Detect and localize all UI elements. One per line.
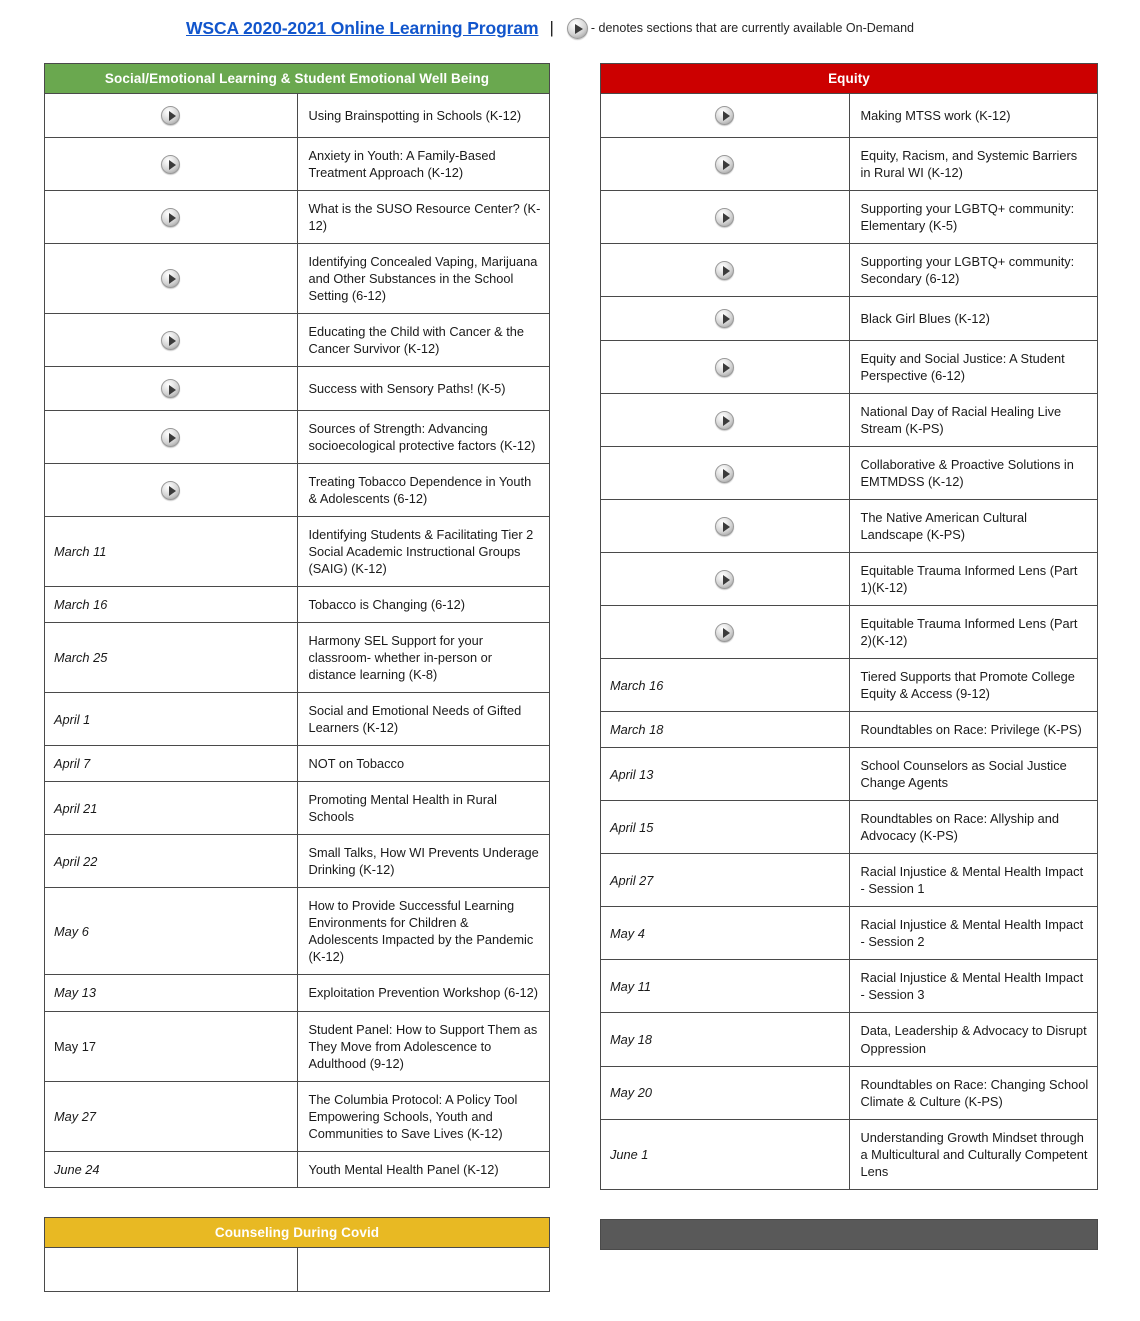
topic-cell: Understanding Growth Mindset through a Multicultural and Culturally Competent Lens <box>849 1119 1098 1189</box>
table-row[interactable] <box>601 854 1098 907</box>
topic-cell: Identifying Students & Facilitating Tier 2 Social Academic Instructional Groups (SAIG) (K-12) <box>297 517 550 587</box>
play-icon[interactable] <box>161 208 180 227</box>
play-icon[interactable] <box>161 379 180 398</box>
table-row[interactable] <box>45 94 550 138</box>
play-icon[interactable] <box>715 623 734 642</box>
schedule-table-sel <box>44 63 550 1188</box>
date-cell: June 1 <box>601 1119 850 1189</box>
table-row[interactable] <box>601 94 1098 138</box>
on-demand-cell[interactable] <box>45 464 298 517</box>
play-icon[interactable] <box>161 106 180 125</box>
on-demand-cell[interactable] <box>601 94 850 138</box>
date-cell: May 6 <box>45 888 298 975</box>
on-demand-cell[interactable] <box>45 244 298 314</box>
date-cell: June 24 <box>45 1151 298 1187</box>
table-row[interactable] <box>45 411 550 464</box>
section-title-sel: Social/Emotional Learning & Student Emotional Well Being <box>45 64 550 94</box>
topic-cell: Using Brainspotting in Schools (K-12) <box>297 94 550 138</box>
section-equity <box>600 63 1098 1190</box>
section-title-gray <box>601 1219 1098 1249</box>
topic-cell: Exploitation Prevention Workshop (6-12) <box>297 975 550 1011</box>
table-row[interactable] <box>601 394 1098 447</box>
topic-cell: Racial Injustice & Mental Health Impact - Session 3 <box>849 960 1098 1013</box>
topic-cell: Harmony SEL Support for your classroom- whether in-person or distance learning (K-8) <box>297 623 550 693</box>
date-cell: April 27 <box>601 854 850 907</box>
on-demand-cell[interactable] <box>45 411 298 464</box>
table-row[interactable] <box>601 907 1098 960</box>
topic-cell: Collaborative & Proactive Solutions in EMTMDSS (K-12) <box>849 447 1098 500</box>
table-row[interactable] <box>601 1013 1098 1066</box>
section-title-counseling-covid: Counseling During Covid <box>45 1217 550 1247</box>
table-row[interactable] <box>45 888 550 975</box>
topic-cell: NOT on Tobacco <box>297 746 550 782</box>
play-icon[interactable] <box>715 358 734 377</box>
topic-cell: Equity, Racism, and Systemic Barriers in Rural WI (K-12) <box>849 138 1098 191</box>
table-row[interactable] <box>601 191 1098 244</box>
date-cell: April 7 <box>45 746 298 782</box>
table-row[interactable] <box>45 464 550 517</box>
schedule-body-sel <box>45 94 550 1188</box>
topic-cell: Equitable Trauma Informed Lens (Part 1)(K-12) <box>849 553 1098 606</box>
date-cell: May 27 <box>45 1081 298 1151</box>
section-sel <box>44 63 550 1188</box>
topic-cell: School Counselors as Social Justice Change Agents <box>849 748 1098 801</box>
schedule-body-equity <box>601 94 1098 1190</box>
topic-cell: Educating the Child with Cancer & the Cancer Survivor (K-12) <box>297 314 550 367</box>
table-row[interactable] <box>45 138 550 191</box>
section-gray <box>600 1219 1098 1250</box>
topic-cell: Anxiety in Youth: A Family-Based Treatment Approach (K-12) <box>297 138 550 191</box>
table-header-row <box>45 64 550 94</box>
date-cell: April 1 <box>45 693 298 746</box>
date-cell: March 16 <box>45 587 298 623</box>
table-header-row <box>601 64 1098 94</box>
table-row[interactable] <box>601 447 1098 500</box>
left-column <box>44 63 550 1321</box>
table-row[interactable] <box>601 138 1098 191</box>
play-icon[interactable] <box>715 464 734 483</box>
play-icon[interactable] <box>161 481 180 500</box>
topic-cell: Making MTSS work (K-12) <box>849 94 1098 138</box>
right-column <box>600 63 1098 1279</box>
play-icon[interactable] <box>715 309 734 328</box>
topic-cell: Sources of Strength: Advancing socioecological protective factors (K-12) <box>297 411 550 464</box>
on-demand-cell[interactable] <box>601 500 850 553</box>
section-title-equity: Equity <box>601 64 1098 94</box>
play-icon <box>567 18 588 39</box>
table-row[interactable] <box>601 500 1098 553</box>
table-row[interactable] <box>601 553 1098 606</box>
date-cell: April 22 <box>45 835 298 888</box>
topic-cell: What is the SUSO Resource Center? (K-12) <box>297 191 550 244</box>
topic-cell: Roundtables on Race: Changing School Climate & Culture (K-PS) <box>849 1066 1098 1119</box>
topic-cell: How to Provide Successful Learning Environments for Children & Adolescents Impacted by the Pandemic (K-12) <box>297 888 550 975</box>
table-row[interactable] <box>45 782 550 835</box>
topic-cell: Data, Leadership & Advocacy to Disrupt Oppression <box>849 1013 1098 1066</box>
topic-cell: Small Talks, How WI Prevents Underage Drinking (K-12) <box>297 835 550 888</box>
date-cell: April 15 <box>601 801 850 854</box>
legend-label: - denotes sections that are currently available On-Demand <box>590 21 914 35</box>
on-demand-cell[interactable] <box>601 447 850 500</box>
topic-cell: Promoting Mental Health in Rural Schools <box>297 782 550 835</box>
schedule-table-gray <box>600 1219 1098 1250</box>
table-header-row <box>45 1217 550 1247</box>
table-row[interactable] <box>45 517 550 587</box>
table-row[interactable] <box>45 587 550 623</box>
table-row[interactable] <box>45 314 550 367</box>
topic-cell: Student Panel: How to Support Them as They Move from Adolescence to Adulthood (9-12) <box>297 1011 550 1081</box>
play-icon[interactable] <box>715 208 734 227</box>
table-row[interactable] <box>45 693 550 746</box>
table-row[interactable] <box>601 1066 1098 1119</box>
play-icon[interactable] <box>715 570 734 589</box>
schedule-table-equity <box>600 63 1098 1190</box>
topic-cell: Identifying Concealed Vaping, Marijuana and Other Substances in the School Setting (6-12) <box>297 244 550 314</box>
table-row[interactable] <box>601 606 1098 659</box>
play-icon[interactable] <box>161 428 180 447</box>
on-demand-cell[interactable] <box>601 394 850 447</box>
date-cell: March 18 <box>601 712 850 748</box>
on-demand-cell[interactable] <box>601 191 850 244</box>
on-demand-legend <box>567 18 914 39</box>
table-row[interactable] <box>45 1151 550 1187</box>
page-header <box>0 12 1140 44</box>
date-cell: May 11 <box>601 960 850 1013</box>
on-demand-cell[interactable] <box>601 297 850 341</box>
date-cell <box>45 1247 298 1291</box>
date-cell: May 4 <box>601 907 850 960</box>
table-row[interactable] <box>601 297 1098 341</box>
date-cell: May 20 <box>601 1066 850 1119</box>
date-cell: March 11 <box>45 517 298 587</box>
table-row[interactable] <box>601 341 1098 394</box>
table-row[interactable] <box>45 191 550 244</box>
play-icon[interactable] <box>161 331 180 350</box>
table-row[interactable] <box>45 1081 550 1151</box>
table-row[interactable] <box>601 748 1098 801</box>
table-row[interactable] <box>601 801 1098 854</box>
topic-cell: Roundtables on Race: Allyship and Advocacy (K-PS) <box>849 801 1098 854</box>
schedule-table-counseling-covid <box>44 1217 550 1292</box>
program-title-link[interactable]: WSCA 2020-2021 Online Learning Program <box>186 17 539 38</box>
table-row[interactable] <box>45 746 550 782</box>
topic-cell: Racial Injustice & Mental Health Impact - Session 1 <box>849 854 1098 907</box>
play-icon[interactable] <box>161 155 180 174</box>
date-cell: May 13 <box>45 975 298 1011</box>
on-demand-cell[interactable] <box>601 341 850 394</box>
table-row[interactable] <box>45 367 550 411</box>
date-cell: May 17 <box>45 1011 298 1081</box>
topic-cell: Racial Injustice & Mental Health Impact - Session 2 <box>849 907 1098 960</box>
on-demand-cell[interactable] <box>601 138 850 191</box>
topic-cell: Black Girl Blues (K-12) <box>849 297 1098 341</box>
date-cell: May 18 <box>601 1013 850 1066</box>
topic-cell: The Native American Cultural Landscape (K-PS) <box>849 500 1098 553</box>
table-row[interactable] <box>601 1119 1098 1189</box>
table-row[interactable] <box>45 623 550 693</box>
topic-cell: Social and Emotional Needs of Gifted Learners (K-12) <box>297 693 550 746</box>
topic-cell: Youth Mental Health Panel (K-12) <box>297 1151 550 1187</box>
date-cell: April 21 <box>45 782 298 835</box>
table-row[interactable] <box>601 960 1098 1013</box>
table-row[interactable] <box>45 975 550 1011</box>
play-icon[interactable] <box>161 269 180 288</box>
play-icon[interactable] <box>715 155 734 174</box>
topic-cell: Equitable Trauma Informed Lens (Part 2)(K-12) <box>849 606 1098 659</box>
on-demand-cell[interactable] <box>45 138 298 191</box>
table-row[interactable] <box>45 1247 550 1291</box>
topic-cell: Tobacco is Changing (6-12) <box>297 587 550 623</box>
play-icon[interactable] <box>715 411 734 430</box>
topic-cell: Supporting your LGBTQ+ community: Elementary (K-5) <box>849 191 1098 244</box>
topic-cell: Equity and Social Justice: A Student Perspective (6-12) <box>849 341 1098 394</box>
play-icon[interactable] <box>715 106 734 125</box>
topic-cell: The Columbia Protocol: A Policy Tool Empowering Schools, Youth and Communities to Save Lives (K-12) <box>297 1081 550 1151</box>
on-demand-cell[interactable] <box>45 94 298 138</box>
header-separator: | <box>549 18 554 37</box>
on-demand-cell[interactable] <box>601 244 850 297</box>
topic-cell: Treating Tobacco Dependence in Youth & Adolescents (6-12) <box>297 464 550 517</box>
on-demand-cell[interactable] <box>601 606 850 659</box>
on-demand-cell[interactable] <box>45 191 298 244</box>
date-cell: April 13 <box>601 748 850 801</box>
table-row[interactable] <box>601 659 1098 712</box>
play-icon[interactable] <box>715 261 734 280</box>
date-cell: March 25 <box>45 623 298 693</box>
topic-cell: National Day of Racial Healing Live Stream (K-PS) <box>849 394 1098 447</box>
table-row[interactable] <box>45 244 550 314</box>
table-row[interactable] <box>601 244 1098 297</box>
topic-cell: Success with Sensory Paths! (K-5) <box>297 367 550 411</box>
table-row[interactable] <box>601 712 1098 748</box>
section-counseling-covid <box>44 1217 550 1292</box>
table-row[interactable] <box>45 835 550 888</box>
topic-cell: Roundtables on Race: Privilege (K-PS) <box>849 712 1098 748</box>
topic-cell: Supporting your LGBTQ+ community: Secondary (6-12) <box>849 244 1098 297</box>
on-demand-cell[interactable] <box>45 314 298 367</box>
topic-cell: Tiered Supports that Promote College Equity & Access (9-12) <box>849 659 1098 712</box>
play-icon[interactable] <box>715 517 734 536</box>
date-cell: March 16 <box>601 659 850 712</box>
on-demand-cell[interactable] <box>45 367 298 411</box>
table-row[interactable] <box>45 1011 550 1081</box>
schedule-body-counseling-covid <box>45 1247 550 1291</box>
on-demand-cell[interactable] <box>601 553 850 606</box>
topic-cell <box>297 1247 550 1291</box>
table-header-row <box>601 1219 1098 1249</box>
